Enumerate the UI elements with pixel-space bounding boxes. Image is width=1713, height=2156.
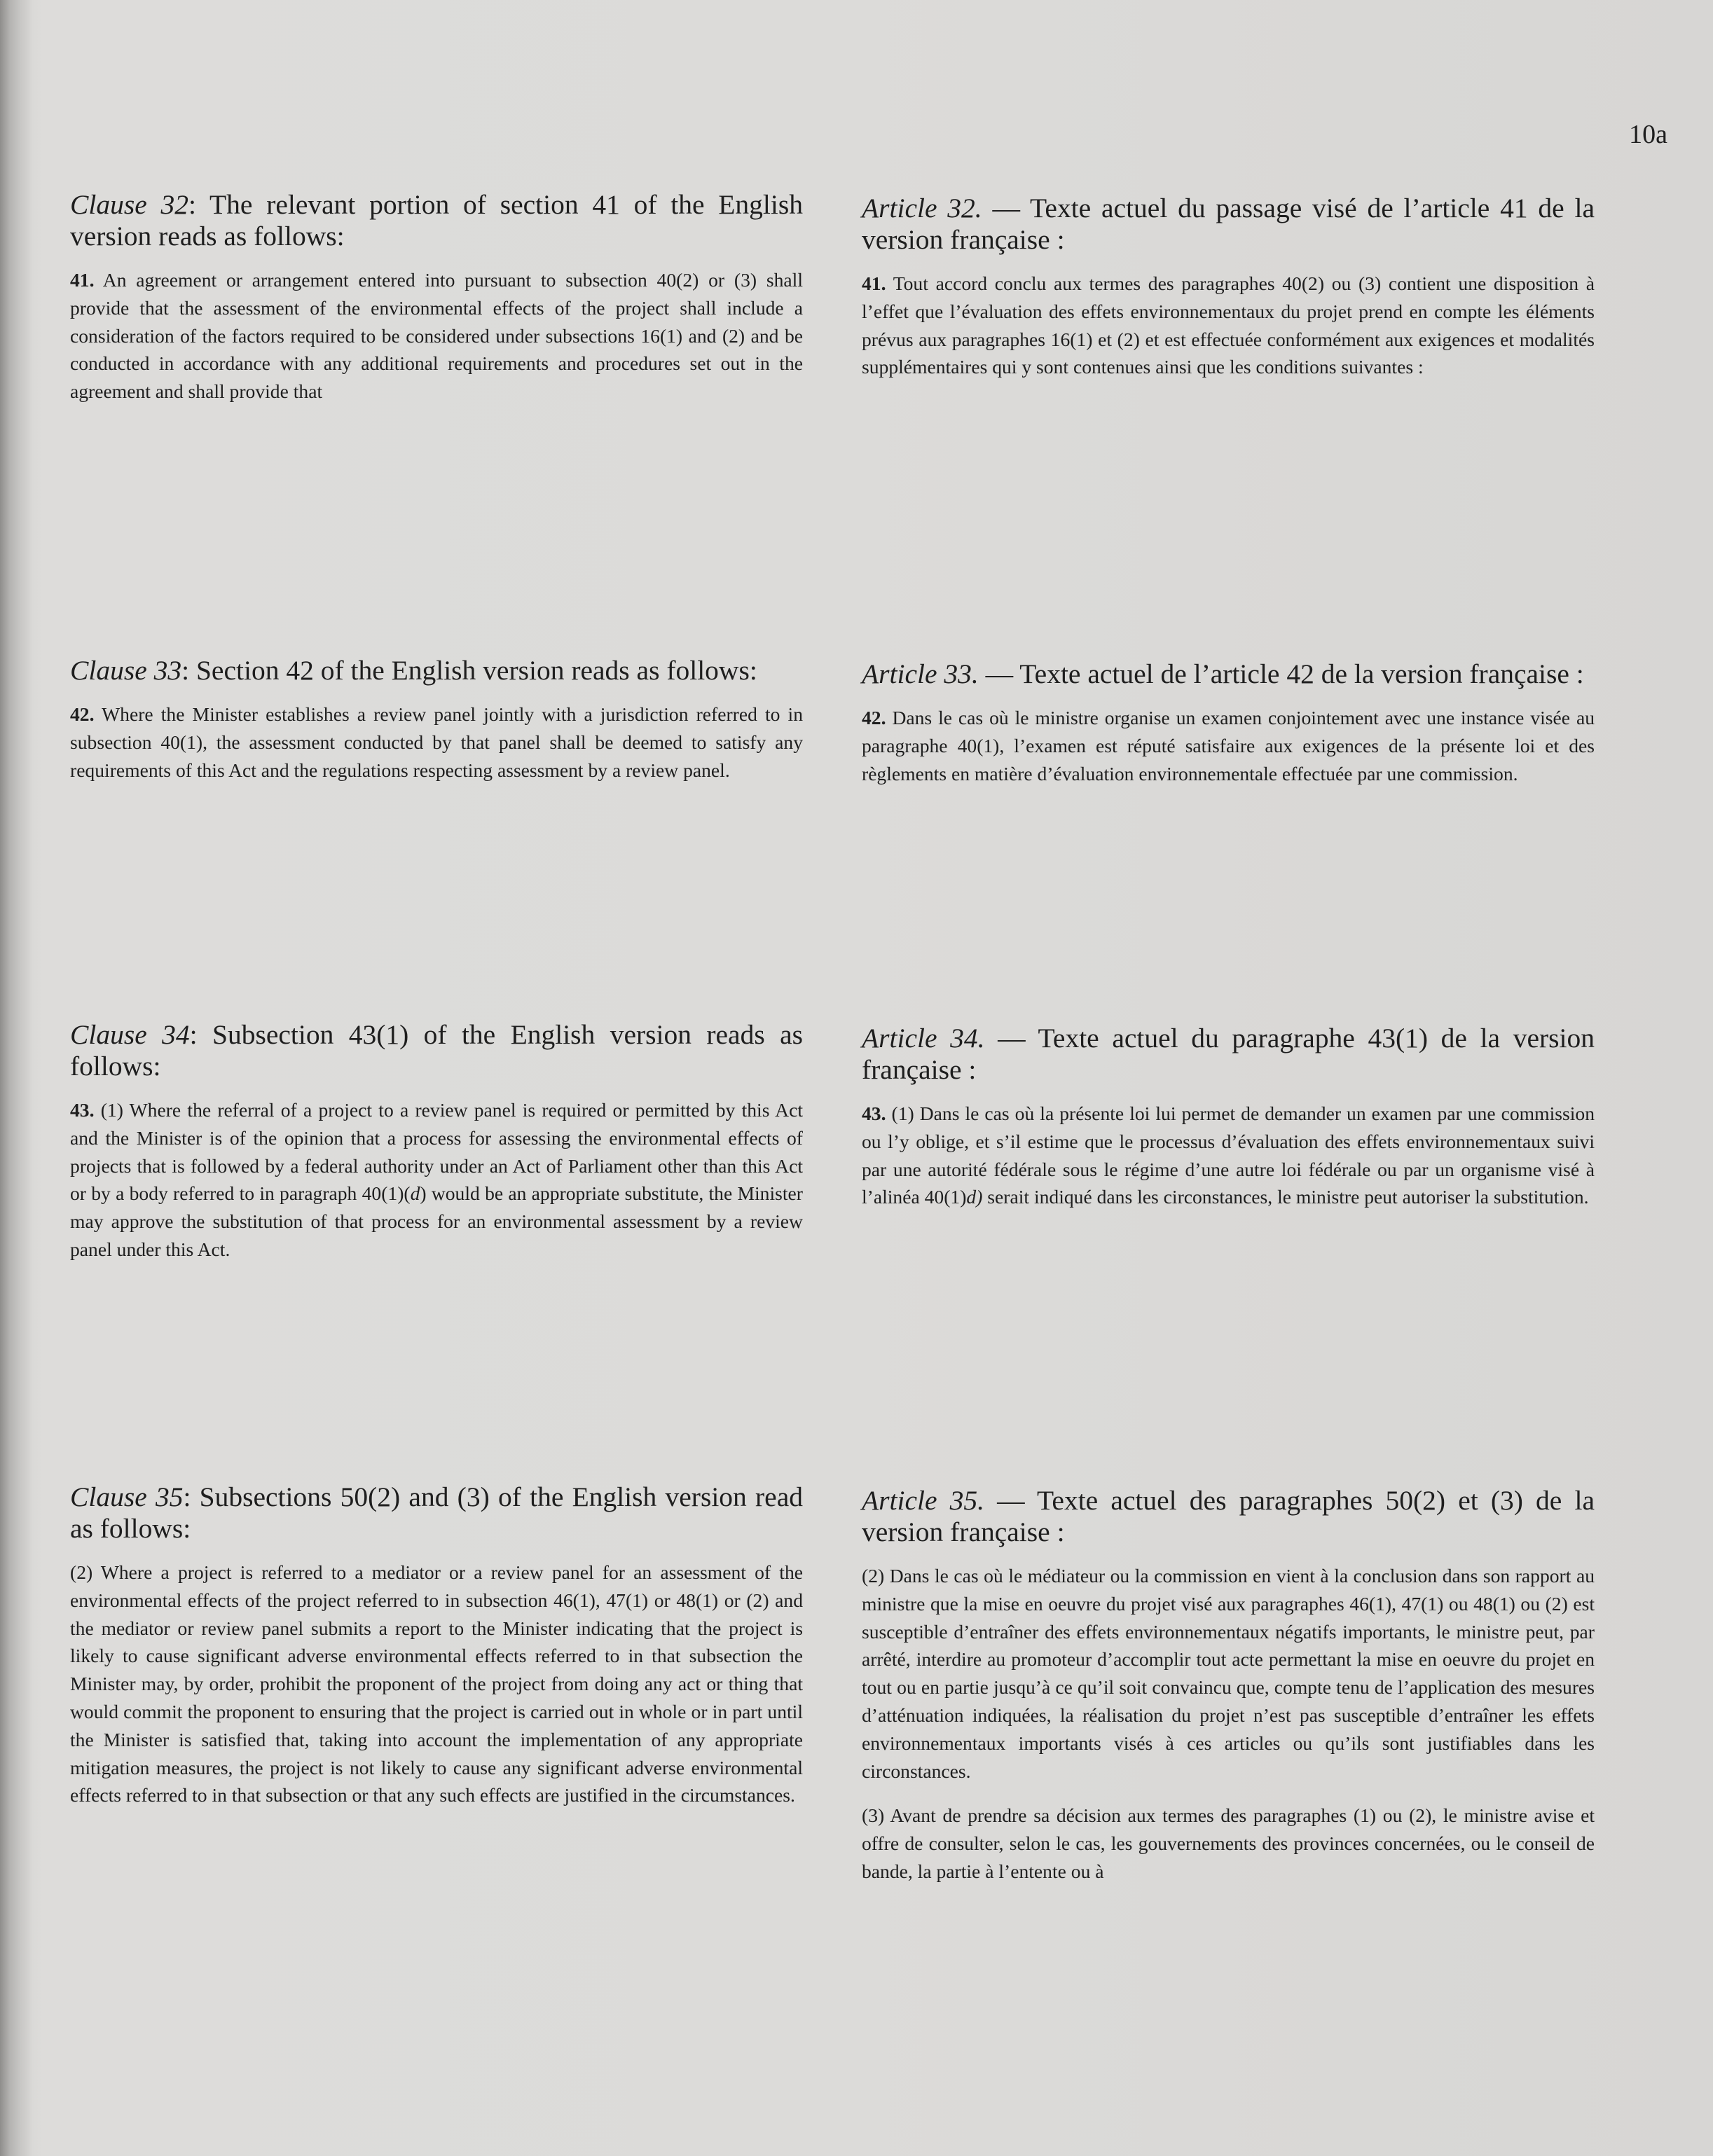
article-32-heading xyxy=(862,193,1595,256)
article-35-label: Article 35. xyxy=(862,1485,984,1516)
clause-32-heading xyxy=(70,189,803,252)
section-number: 41. xyxy=(70,269,95,291)
clause-35-heading xyxy=(70,1481,803,1545)
paragraph-letter: d xyxy=(410,1182,420,1205)
section-42-text-en xyxy=(70,700,803,784)
section-text: Where the Minister establishes a review panel jointly with a jurisdiction referred to in subsection 40(1), the assessment conducted by that panel shall be deemed to satisfy any requirements of this Act and the regulations respecting assessment by a review panel. xyxy=(70,703,804,781)
section-text-cont: ) would be an appropriate substitute, the Minister may approve the substitution of that process for an environmental assessment by a review panel under this Act. xyxy=(70,1182,803,1260)
section-41-text-fr xyxy=(862,270,1595,381)
section-text: An agreement or arrangement entered into pursuant to subsection 40(2) or (3) shall provide that the assessment of the environmental effects of the project shall include a consideration of the factors required to be considered under subsections 16(1) and (2) and be conducted in accordance with any additional requirements and procedures set out in the agreement and shall provide that xyxy=(70,269,803,403)
subsection-50-2-text-en xyxy=(70,1559,803,1809)
section-text: (1) Where the referral of a project to a review panel is required or permitted by this Act and the Minister is of the opinion that a process for assessing the environmental effects of projects that is followed by a federal authority under an Act of Parliament other than this Act or by a body referred to in paragraph 40(1)( xyxy=(70,1099,803,1205)
article-34-heading xyxy=(862,1023,1595,1086)
article-35-heading xyxy=(862,1485,1595,1548)
article-32-label: Article 32. xyxy=(862,193,982,223)
section-text: (2) Where a project is referred to a mediator or a review panel for an assessment of the environmental effects of the project referred to in subsection 46(1), 47(1) or 48(1) or (2) and the mediator or review panel submits a report to the Minister indicating that the project is likely to cause significant adverse environmental effects referred to in that subsection the Minister may, by order, prohibit the proponent of the project from doing any act or thing that would commit the proponent to ensuring that the project is carried out in whole or in part until the Minister is satisfied that, taking into account the implementation of any appropriate mitigation measures, the project is not likely to cause any significant adverse environmental effects referred to in that subsection or that any such effects are justified in the circumstances. xyxy=(70,1561,803,1806)
clause-33-heading xyxy=(70,655,803,686)
clause-33-label: Clause 33 xyxy=(70,655,182,686)
article-33-label: Article 33. xyxy=(862,658,979,689)
section-text: Tout accord conclu aux termes des paragraphes 40(2) ou (3) contient une disposition à l’effet que l’évaluation des effets environnementaux du projet prend en compte les éléments prévus aux paragraphes 16(1) et (2) et est effectuée conformément aux exigences et modalités supplémentaires qui y sont contenues ainsi que les conditions suivantes : xyxy=(862,272,1595,378)
clause-35-heading-text: : Subsections 50(2) and (3) of the English version read as follows: xyxy=(70,1481,803,1544)
section-number: 43. xyxy=(862,1103,886,1124)
section-43-text-en xyxy=(70,1096,803,1264)
clause-35-label: Clause 35 xyxy=(70,1481,184,1512)
section-43-text-fr xyxy=(862,1100,1595,1211)
clause-32-label: Clause 32 xyxy=(70,189,188,220)
section-text: (2) Dans le cas où le médiateur ou la commission en vient à la conclusion dans son rapport au ministre que la mise en oeuvre du projet visé aux paragraphes 46(1), 47(1) ou 48(1) ou (2) est susceptible d’entraîner des effets environnementaux négatifs importants, le ministre peut, par arrêté, interdire au promoteur d’accomplir tout acte permettant la mise en oeuvre du projet en tout ou en partie jusqu’à ce qu’il soit convaincu que, compte tenu de l’application des mesures d’atténuation indiquées, la réalisation du projet n’est pas susceptible d’entraîner les effets environnementaux importants visés à ces articles ou qu’ils sont justifiables dans les circonstances. xyxy=(862,1565,1595,1782)
binding-edge xyxy=(0,0,32,2156)
clause-34-label: Clause 34 xyxy=(70,1019,190,1050)
article-32-section xyxy=(862,193,1595,381)
clause-34-section xyxy=(70,1019,803,1264)
section-text: Dans le cas où le ministre organise un examen conjointement avec une instance visée au paragraphe 40(1), l’examen est réputé satisfaire aux exigences de la présente loi et des règlements en matière d’évaluation environnementale effectuée par une commission. xyxy=(862,707,1595,785)
clause-34-heading xyxy=(70,1019,803,1082)
section-text: (3) Avant de prendre sa décision aux termes des paragraphes (1) ou (2), le ministre avise et offre de consulter, selon le cas, les gouvernements des provinces concernées, ou le conseil de bande, la partie à l’entente ou à xyxy=(862,1804,1595,1882)
article-34-label: Article 34. xyxy=(862,1023,985,1053)
article-33-heading xyxy=(862,658,1595,690)
section-text-cont: serait indiqué dans les circonstances, le ministre peut autoriser la substitution. xyxy=(982,1186,1589,1208)
clause-32-heading-text: : The relevant portion of section 41 of the English version reads as follows: xyxy=(70,189,803,251)
article-35-section xyxy=(862,1485,1595,1886)
section-42-text-fr xyxy=(862,704,1595,787)
section-41-text-en xyxy=(70,266,803,406)
section-text: (1) Dans le cas où la présente loi lui permet de demander un examen par une commission ou l’y oblige, et s’il estime que le processus d’évaluation des effets environnementaux suivi par une autorité fédérale sous le régime d’une autre loi fédérale ou par un organisme visé à l’alinéa 40(1) xyxy=(862,1103,1595,1208)
subsection-50-2-text-fr xyxy=(862,1562,1595,1785)
article-34-section xyxy=(862,1023,1595,1211)
section-number: 43. xyxy=(70,1099,95,1121)
section-number: 42. xyxy=(70,703,95,725)
clause-32-section xyxy=(70,189,803,406)
clause-35-section xyxy=(70,1481,803,1809)
page-number: 10a xyxy=(1629,120,1667,149)
clause-34-heading-text: : Subsection 43(1) of the English version reads as follows: xyxy=(70,1019,803,1082)
subsection-50-3-text-fr xyxy=(862,1802,1595,1885)
paragraph-letter: d) xyxy=(966,1186,983,1208)
article-33-section xyxy=(862,658,1595,787)
clause-33-heading-text: : Section 42 of the English version reads as follows: xyxy=(181,655,757,686)
article-33-heading-text: — Texte actuel de l’article 42 de la version française : xyxy=(978,658,1584,689)
article-35-heading-text: — Texte actuel des paragraphes 50(2) et (3) de la version française : xyxy=(862,1485,1595,1547)
article-32-heading-text: — Texte actuel du passage visé de l’article 41 de la version française : xyxy=(862,193,1595,255)
section-number: 41. xyxy=(862,272,886,294)
clause-33-section xyxy=(70,655,803,784)
article-34-heading-text: — Texte actuel du paragraphe 43(1) de la version française : xyxy=(862,1023,1595,1085)
section-number: 42. xyxy=(862,707,886,728)
